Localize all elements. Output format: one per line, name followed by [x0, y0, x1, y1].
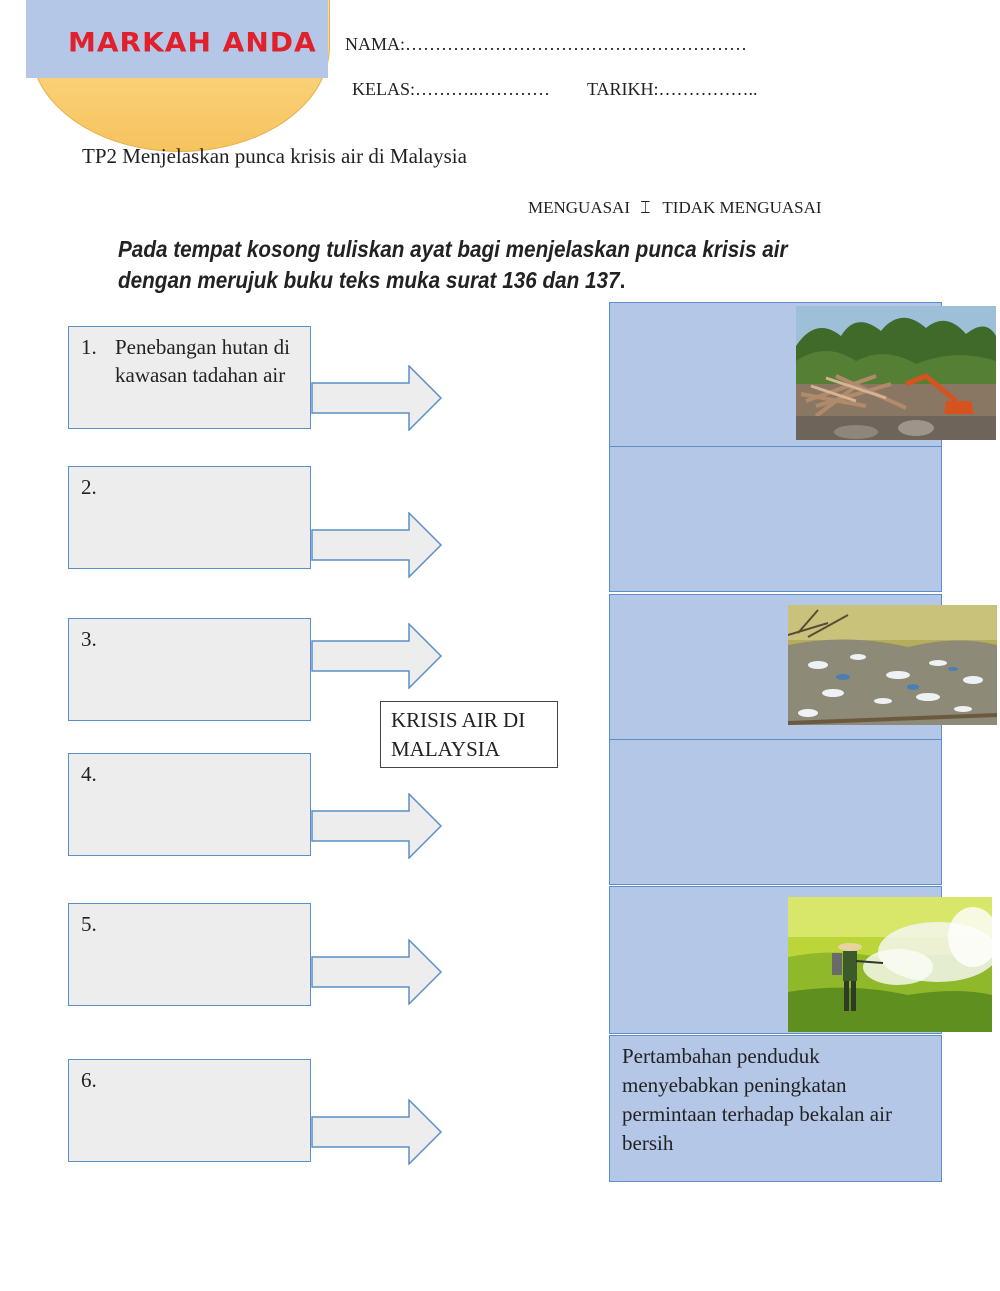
class-field[interactable]: KELAS:………..…………: [352, 79, 550, 99]
mastery-mark-icon: ⌶: [640, 198, 651, 217]
answer-panel-4[interactable]: [609, 739, 942, 885]
instruction-text: [118, 234, 802, 296]
answer-panel-2[interactable]: [609, 446, 942, 592]
worksheet-title: TP2 Menjelaskan punca krisis air di Malaysia: [82, 144, 467, 168]
cause-box-4[interactable]: [68, 753, 311, 856]
answer-panel-6[interactable]: [609, 1035, 942, 1182]
pesticide-spraying-photo: [788, 897, 992, 1032]
date-field[interactable]: TARIKH:……………..: [587, 79, 758, 99]
arrow-right-icon: [311, 1099, 443, 1165]
mastery-no-label[interactable]: TIDAK MENGUASAI: [662, 198, 822, 217]
river-pollution-photo: [788, 605, 997, 725]
cause-text[interactable]: Penebangan hutan di kawasan tadahan air: [115, 335, 290, 387]
name-field[interactable]: NAMA:…………………………………………………: [345, 34, 748, 54]
arrow-right-icon: [311, 939, 443, 1005]
instruction-end: .: [619, 267, 626, 293]
mastery-yes-label[interactable]: MENGUASAI: [528, 198, 630, 217]
deforestation-photo: [796, 306, 996, 440]
cause-box-6[interactable]: [68, 1059, 311, 1162]
cause-box-1[interactable]: [68, 326, 311, 429]
cause-box-5[interactable]: [68, 903, 311, 1006]
panel-6-text: Pertambahan penduduk menyebabkan peningkatan permintaan terhadap bekalan air bersih: [622, 1044, 892, 1155]
center-topic-box: KRISIS AIR DI MALAYSIA: [380, 701, 558, 768]
mastery-row: [528, 198, 822, 218]
arrow-right-icon: [311, 793, 443, 859]
cause-number: 3.: [81, 627, 97, 651]
cause-number: 6.: [81, 1068, 97, 1092]
cause-number: 2.: [81, 475, 97, 499]
arrow-right-icon: [311, 512, 443, 578]
arrow-right-icon: [311, 365, 443, 431]
cause-number: 1.: [81, 335, 97, 359]
arrow-right-icon: [311, 623, 443, 689]
score-label: MARKAH ANDA: [68, 26, 317, 59]
instruction-body: Pada tempat kosong tuliskan ayat bagi menjelaskan punca krisis air dengan merujuk buku teks muka surat 136 dan 137: [118, 236, 788, 293]
cause-box-3[interactable]: [68, 618, 311, 721]
cause-number: 4.: [81, 762, 97, 786]
cause-number: 5.: [81, 912, 97, 936]
cause-box-2[interactable]: [68, 466, 311, 569]
